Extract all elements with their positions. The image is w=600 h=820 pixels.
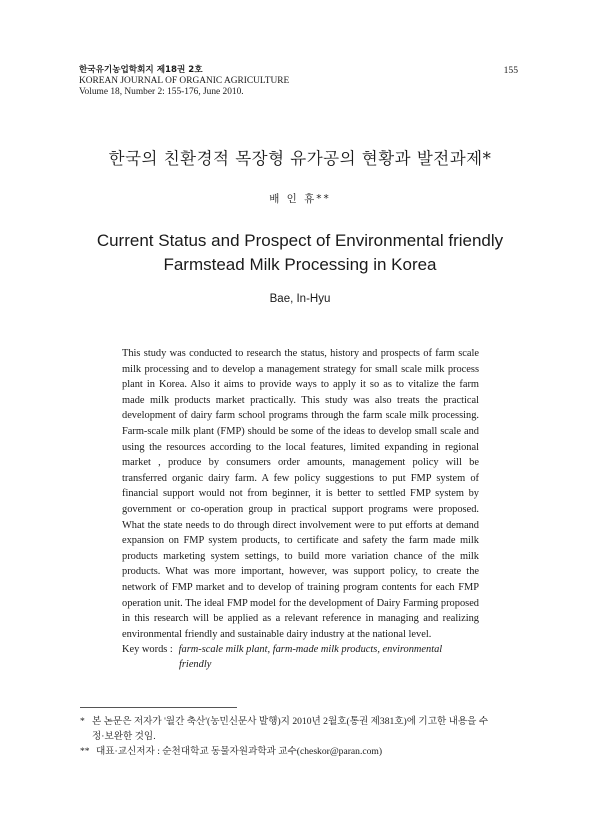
footnote-1-mark: * bbox=[80, 716, 85, 727]
keywords-line-2: friendly bbox=[179, 658, 212, 670]
volume-info: Volume 18, Number 2: 155-176, June 2010. bbox=[79, 87, 244, 97]
footnotes bbox=[80, 714, 530, 759]
footnote-2-text: 대표·교신저자 : 순천대학교 동물자원과학과 교수(cheskor@paran.com) bbox=[96, 746, 383, 757]
title-korean: 한국의 친환경적 목장형 유가공의 현황과 발전과제* bbox=[108, 149, 492, 168]
footnote-2 bbox=[80, 744, 530, 759]
title-english-line-1: Current Status and Prospect of Environmental friendly bbox=[96, 231, 504, 250]
page-number: 155 bbox=[503, 65, 518, 76]
author-korean: 배 인 휴** bbox=[269, 193, 331, 205]
journal-name-korean: 한국유기농업학회지 제18권 2호 bbox=[79, 65, 203, 75]
keywords bbox=[122, 643, 479, 672]
keywords-label: Key words : bbox=[122, 644, 173, 655]
title-english bbox=[0, 229, 600, 277]
journal-header bbox=[79, 65, 289, 98]
footnote-1 bbox=[80, 714, 530, 729]
author-english: Bae, In-Hyu bbox=[269, 293, 331, 305]
abstract-text: This study was conducted to research the status, history and prospects of farm scale milk processing and to develop a management strategy for small scale milk process plant in Korea. Also it aims to provide ways to apply it so as to vitalize the farm made milk products market practically. This study was also treats the practical development of dairy farm school programs through the farm scale milk processing. Farm-scale milk plant (FMP) should be some of the ideas to develop small scale and using the resources according to the local features, limited expanding in regional market , produce by consumers order amounts, management policy will be transferred organic dairy farm. A few policy suggestions to put FMP system of financial support would not from beginner, it is better to settled FMP system by government or co-operation group in practical support programs were proposed. What the state needs to do through direct involvement were to put efforts at demand expansion on FMP system products, to certificate and safety the farm made milk products marketing system settings, to build more variation chance of the milk products. What was more important, however, was support policy, to create the network of FMP market and to develop of training program contents for each FMP operation unit. The ideal FMP model for the development of Dairy Farming proposed in this research will be applied as a relevant reference in managing and realizing environmental friendly and sustainable dairy industry at the national level. bbox=[122, 348, 479, 640]
footnote-1-text: 본 논문은 저자가 '월간 축산'(농민신문사 발행)지 2010년 2월호(통권 제381호)에 기고한 내용을 수 bbox=[92, 716, 489, 727]
journal-name-english: KOREAN JOURNAL OF ORGANIC AGRICULTURE bbox=[79, 76, 290, 86]
keywords-line-1: farm-scale milk plant, farm-made milk products, environmental bbox=[178, 644, 443, 655]
footnote-2-mark: ** bbox=[80, 746, 90, 757]
footnote-divider bbox=[80, 707, 237, 708]
footnote-1-continuation: 정·보완한 것임. bbox=[92, 731, 156, 742]
title-english-line-2: Farmstead Milk Processing in Korea bbox=[163, 255, 437, 274]
